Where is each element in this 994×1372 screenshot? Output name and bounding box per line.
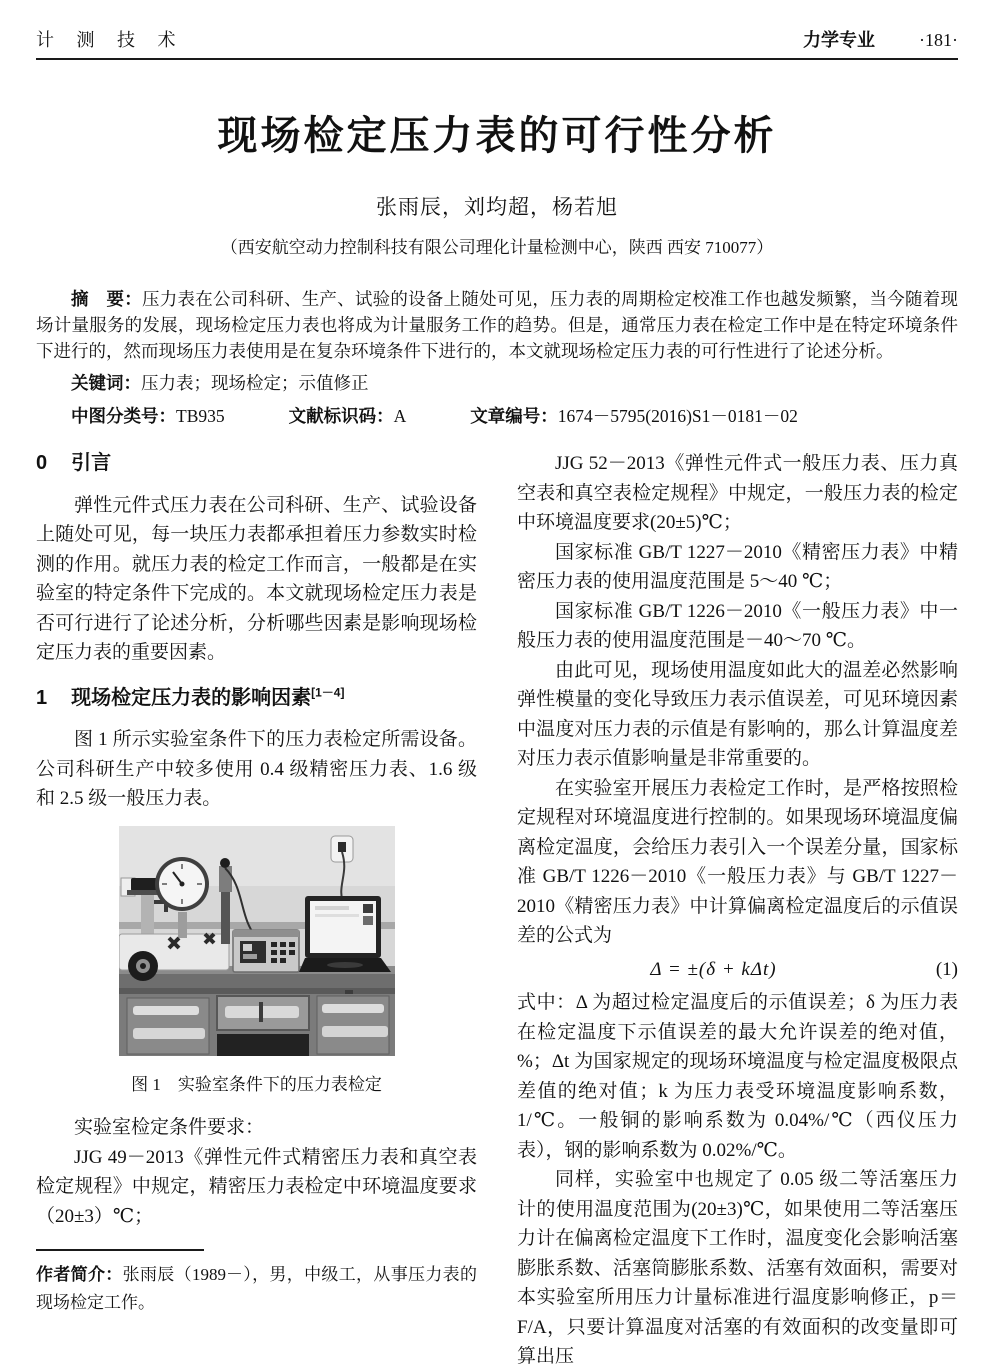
author-bio-text: 张雨辰（1989－），男，中级工，从事压力表的现场检定工作。 (36, 1265, 478, 1312)
abstract (36, 286, 958, 364)
author-bio (36, 1261, 477, 1317)
section-0-paragraph: 弹性元件式压力表在公司科研、生产、试验设备上随处可见，每一块压力表都承担着压力参数实时检测的作用。就压力表的检定工作而言，一般都是在实验室的特定条件下完成的。本文就现场检定压力表是否可行进行了论述分析，分析哪些因素是影响现场检定压力表的重要因素。 (36, 494, 477, 663)
author-footnote (36, 1249, 477, 1317)
figure-1-caption: 图 1 实验室条件下的压力表检定 (131, 1074, 382, 1094)
lab-photo (119, 826, 395, 1056)
paragraph-gbt1227: 国家标准 GB/T 1227－2010《精密压力表》中精密压力表的使用温度范围是 5～40 ℃； (517, 541, 958, 592)
header-rule (36, 58, 958, 60)
abstract-label: 摘 要： (71, 289, 142, 309)
abstract-text: 压力表在公司科研、生产、试验的设备上随处可见，压力表的周期检定校准工作也越发频繁，当今随着现场计量服务的发展，现场检定压力表也将成为计量服务工作的趋势。但是，通常压力表在检定工作中是在特定环境条件下进行的，然而现场压力表使用是在复杂环境条件下进行的，本文就现场检定压力表的可行性进行了论述分析。 (36, 289, 959, 361)
article-title: 现场检定压力表的可行性分析 (217, 114, 777, 158)
body-columns (36, 449, 958, 1367)
journal-name: 计 测 技 术 (36, 30, 185, 50)
column-label: 力学专业 (803, 30, 875, 50)
authors: 张雨辰，刘均超，杨若旭 (376, 195, 618, 219)
paragraph-temperature-effect: 由此可见，现场使用温度如此大的温差必然影响弹性模量的变化导致压力表示值误差，可见环境因素中温度对压力表的示值是有影响的，那么计算温度差对压力表示值影响量是非常重要的。 (517, 659, 958, 769)
left-column (36, 449, 477, 1321)
author-bio-label: 作者简介： (36, 1265, 123, 1284)
equation-body: Δ = ±(δ + kΔt) (650, 958, 777, 980)
running-head-right (803, 26, 958, 52)
jjg49-paragraph: JJG 49－2013《弹性元件式精密压力表和真空表检定规程》中规定，精密压力表检定中环境温度要求（20±3）℃； (36, 1146, 477, 1227)
lab-requirement-lead: 实验室检定条件要求： (74, 1117, 265, 1138)
running-head (36, 0, 958, 52)
footnote-rule (36, 1249, 204, 1251)
right-column (517, 449, 958, 1367)
keywords-label: 关键词： (71, 373, 141, 393)
section-1-paragraph: 图 1 所示实验室条件下的压力表检定所需设备。公司科研生产中较多使用 0.4 级精密压力表、1.6 级和 2.5 级一般压力表。 (36, 729, 477, 809)
meta-line (36, 403, 958, 429)
paragraph-piston-gauge: 同样，实验室中也规定了 0.05 级二等活塞压力计的使用温度范围为(20±3)℃，如果使用二等活塞压力计在偏离检定温度下工作时，温度变化会影响活塞膨胀系数、活塞筒膨胀系数、活塞有效面积，需要对本实验室所用压力计量标准进行温度影响修正，p＝F/A，只要计算温度对活塞的有效面积的改变量即可算出压 (517, 1169, 958, 1367)
section-0-heading: 0 引言 (36, 452, 112, 474)
equation-1 (517, 955, 958, 985)
document-code: 文献标识码：A (288, 406, 407, 426)
citation-marker: [1－4] (311, 684, 345, 699)
page-number: ·181· (919, 30, 958, 50)
equation-number: (1) (935, 958, 958, 980)
affiliation: （西安航空动力控制科技有限公司理化计量检测中心，陕西 西安 710077） (220, 238, 774, 257)
front-matter (36, 286, 958, 429)
keywords-text: 压力表；现场检定；示值修正 (141, 373, 369, 393)
article-number: 文章编号：1674－5795(2016)S1－0181－02 (470, 406, 798, 426)
keywords (36, 370, 958, 396)
section-1-heading: 1 现场检定压力表的影响因素[1－4] (36, 684, 345, 709)
figure-1 (119, 826, 395, 1100)
paragraph-symbol-definitions: 式中：Δ 为超过检定温度后的示值误差；δ 为压力表在检定温度下示值误差的最大允许误差的绝对值，%；Δt 为国家规定的现场环境温度与检定温度极限点差值的绝对值；k 为压力表受环境温度影响系数，1/℃。一般铜的影响系数为 0.04%/℃（西仪压力表），钢的影响系数为 0.02%/℃。 (517, 992, 958, 1161)
paragraph-gbt1226: 国家标准 GB/T 1226－2010《一般压力表》中一般压力表的使用温度范围是－40～70 ℃。 (517, 600, 958, 651)
paragraph-jjg52: JJG 52－2013《弹性元件式一般压力表、压力真空表和真空表检定规程》中规定，一般压力表的检定中环境温度要求(20±5)℃； (517, 453, 958, 533)
paragraph-lab-control: 在实验室开展压力表检定工作时，是严格按照检定规程对环境温度进行控制的。如果现场环境温度偏离检定温度，会给压力表引入一个误差分量，国家标准 GB/T 1226－2010《一般压力表》与 GB/T 1227－2010《精密压力表》中计算偏离检定温度后的示值误差的公式为 (517, 777, 958, 946)
clc-number: 中图分类号：TB935 (71, 406, 225, 426)
